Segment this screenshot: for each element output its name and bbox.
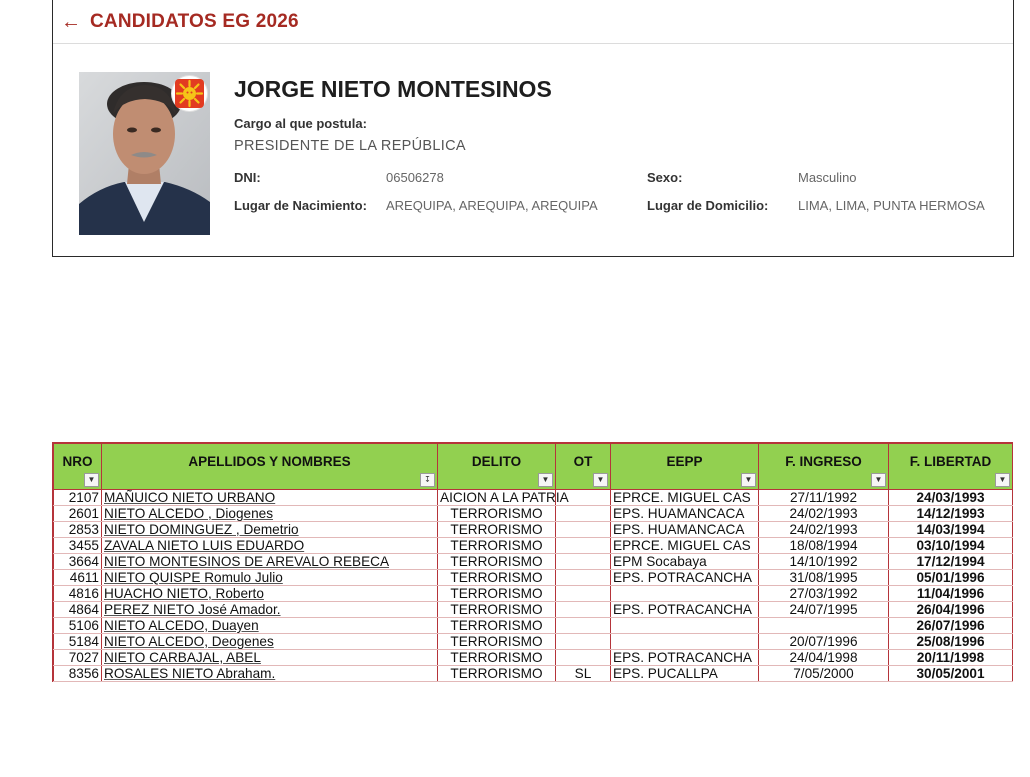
cell-f-ingreso[interactable]: 31/08/1995 bbox=[759, 570, 889, 586]
dni-label: DNI: bbox=[234, 170, 261, 185]
cell-f-libertad[interactable]: 25/08/1996 bbox=[889, 634, 1013, 650]
cell-nro[interactable]: 2853 bbox=[54, 522, 102, 538]
cargo-value: PRESIDENTE DE LA REPÚBLICA bbox=[234, 138, 466, 154]
cell-delito[interactable]: TERRORISMO bbox=[438, 650, 556, 666]
cell-f-ingreso[interactable]: 7/05/2000 bbox=[759, 666, 889, 682]
cell-f-libertad[interactable]: 14/03/1994 bbox=[889, 522, 1013, 538]
cell-f-libertad[interactable]: 26/07/1996 bbox=[889, 618, 1013, 634]
cell-ot[interactable] bbox=[556, 618, 611, 634]
cell-f-ingreso[interactable]: 20/07/1996 bbox=[759, 634, 889, 650]
cell-f-ingreso[interactable]: 27/03/1992 bbox=[759, 586, 889, 602]
cell-f-libertad[interactable]: 26/04/1996 bbox=[889, 602, 1013, 618]
cell-ot[interactable] bbox=[556, 570, 611, 586]
filter-active-icon[interactable]: ↧ bbox=[420, 473, 435, 487]
card-header bbox=[53, 0, 1013, 44]
cell-nro[interactable]: 7027 bbox=[54, 650, 102, 666]
cell-nro[interactable]: 4864 bbox=[54, 602, 102, 618]
cell-f-libertad[interactable]: 11/04/1996 bbox=[889, 586, 1013, 602]
cell-f-ingreso[interactable]: 24/07/1995 bbox=[759, 602, 889, 618]
cell-eepp[interactable] bbox=[611, 586, 759, 602]
cell-eepp[interactable]: EPS. POTRACANCHA bbox=[611, 570, 759, 586]
candidate-name: JORGE NIETO MONTESINOS bbox=[234, 76, 552, 102]
cell-nombre[interactable]: NIETO ALCEDO , Diogenes bbox=[102, 506, 438, 522]
cell-nro[interactable]: 5106 bbox=[54, 618, 102, 634]
filter-dropdown-icon[interactable]: ▼ bbox=[995, 473, 1010, 487]
cell-nombre[interactable]: NIETO ALCEDO, Duayen bbox=[102, 618, 438, 634]
filter-dropdown-icon[interactable]: ▼ bbox=[871, 473, 886, 487]
cell-eepp[interactable] bbox=[611, 618, 759, 634]
cell-nro[interactable]: 4611 bbox=[54, 570, 102, 586]
cell-ot[interactable] bbox=[556, 506, 611, 522]
nacimiento-value: AREQUIPA, AREQUIPA, AREQUIPA bbox=[386, 198, 598, 213]
column-header-nombres: APELLIDOS Y NOMBRES ↧ bbox=[102, 444, 438, 490]
filter-dropdown-icon[interactable]: ▼ bbox=[538, 473, 553, 487]
cell-eepp[interactable]: EPS. HUAMANCACA bbox=[611, 506, 759, 522]
cell-eepp[interactable]: EPS. HUAMANCACA bbox=[611, 522, 759, 538]
column-header-f-ingreso: F. INGRESO ▼ bbox=[759, 444, 889, 490]
cell-f-libertad[interactable]: 05/01/1996 bbox=[889, 570, 1013, 586]
candidate-card bbox=[52, 0, 1014, 257]
records-table bbox=[52, 442, 1013, 682]
column-header-eepp: EEPP ▼ bbox=[611, 444, 759, 490]
cell-eepp[interactable]: EPS. POTRACANCHA bbox=[611, 650, 759, 666]
table-body bbox=[54, 490, 1013, 682]
table-row bbox=[54, 618, 1013, 634]
cell-eepp[interactable]: EPM Socabaya bbox=[611, 554, 759, 570]
cell-ot[interactable] bbox=[556, 634, 611, 650]
dni-value: 06506278 bbox=[386, 170, 444, 185]
cell-f-ingreso[interactable]: 27/11/1992 bbox=[759, 490, 889, 506]
cell-f-ingreso[interactable]: 18/08/1994 bbox=[759, 538, 889, 554]
cell-nombre[interactable]: NIETO DOMINGUEZ , Demetrio bbox=[102, 522, 438, 538]
cell-nombre[interactable]: ROSALES NIETO Abraham. bbox=[102, 666, 438, 682]
cell-delito[interactable]: TERRORISMO bbox=[438, 666, 556, 682]
cell-delito[interactable]: TERRORISMO bbox=[438, 554, 556, 570]
domicilio-label: Lugar de Domicilio: bbox=[647, 198, 769, 213]
cell-nombre[interactable]: ZAVALA NIETO LUIS EDUARDO bbox=[102, 538, 438, 554]
cell-eepp[interactable]: EPRCE. MIGUEL CAS bbox=[611, 490, 759, 506]
cell-nombre[interactable]: NIETO MONTESINOS DE AREVALO REBECA bbox=[102, 554, 438, 570]
cell-nombre[interactable]: NIETO CARBAJAL, ABEL bbox=[102, 650, 438, 666]
filter-dropdown-icon[interactable]: ▼ bbox=[593, 473, 608, 487]
cell-delito[interactable]: TERRORISMO bbox=[438, 602, 556, 618]
back-arrow-icon[interactable]: ← bbox=[61, 10, 81, 33]
nacimiento-label: Lugar de Nacimiento: bbox=[234, 198, 367, 213]
cell-delito[interactable]: TERRORISMO bbox=[438, 634, 556, 650]
table-row bbox=[54, 490, 1013, 506]
filter-dropdown-icon[interactable]: ▼ bbox=[84, 473, 99, 487]
table-row bbox=[54, 634, 1013, 650]
cell-ot[interactable]: SL bbox=[556, 666, 611, 682]
sexo-label: Sexo: bbox=[647, 170, 683, 185]
cell-nro[interactable]: 4816 bbox=[54, 586, 102, 602]
cell-eepp[interactable]: EPS. POTRACANCHA bbox=[611, 602, 759, 618]
table-row bbox=[54, 650, 1013, 666]
cell-delito[interactable]: TERRORISMO bbox=[438, 522, 556, 538]
cell-f-libertad[interactable]: 14/12/1993 bbox=[889, 506, 1013, 522]
cell-f-ingreso[interactable]: 24/02/1993 bbox=[759, 506, 889, 522]
cell-f-libertad[interactable]: 24/03/1993 bbox=[889, 490, 1013, 506]
cell-nro[interactable]: 3455 bbox=[54, 538, 102, 554]
cell-f-libertad[interactable]: 20/11/1998 bbox=[889, 650, 1013, 666]
cell-f-ingreso[interactable]: 24/02/1993 bbox=[759, 522, 889, 538]
party-logo-icon bbox=[171, 75, 208, 112]
cell-delito[interactable]: AICION A LA PATRIA bbox=[438, 490, 556, 506]
cell-ot[interactable] bbox=[556, 602, 611, 618]
cell-nro[interactable]: 5184 bbox=[54, 634, 102, 650]
cell-nombre[interactable]: MAÑUICO NIETO URBANO bbox=[102, 490, 438, 506]
cell-ot[interactable] bbox=[556, 538, 611, 554]
cell-f-libertad[interactable]: 03/10/1994 bbox=[889, 538, 1013, 554]
cell-nro[interactable]: 8356 bbox=[54, 666, 102, 682]
cargo-label: Cargo al que postula: bbox=[234, 116, 367, 131]
cell-f-ingreso[interactable]: 14/10/1992 bbox=[759, 554, 889, 570]
cell-nro[interactable]: 2107 bbox=[54, 490, 102, 506]
cell-nombre[interactable]: NIETO ALCEDO, Deogenes bbox=[102, 634, 438, 650]
table-header-row bbox=[54, 444, 1013, 490]
column-header-f-libertad: F. LIBERTAD ▼ bbox=[889, 444, 1013, 490]
cell-nombre[interactable]: HUACHO NIETO, Roberto bbox=[102, 586, 438, 602]
cell-delito[interactable]: TERRORISMO bbox=[438, 538, 556, 554]
table-row bbox=[54, 538, 1013, 554]
cell-nro[interactable]: 2601 bbox=[54, 506, 102, 522]
sexo-value: Masculino bbox=[798, 170, 857, 185]
table-row bbox=[54, 522, 1013, 538]
table-row bbox=[54, 570, 1013, 586]
column-header-delito: DELITO ▼ bbox=[438, 444, 556, 490]
table-row bbox=[54, 602, 1013, 618]
cell-delito[interactable]: TERRORISMO bbox=[438, 618, 556, 634]
cell-nombre[interactable]: PEREZ NIETO José Amador. bbox=[102, 602, 438, 618]
cell-ot[interactable] bbox=[556, 522, 611, 538]
cell-delito[interactable]: TERRORISMO bbox=[438, 506, 556, 522]
cell-f-libertad[interactable]: 30/05/2001 bbox=[889, 666, 1013, 682]
page-title: CANDIDATOS EG 2026 bbox=[90, 10, 299, 32]
cell-eepp[interactable] bbox=[611, 634, 759, 650]
cell-eepp[interactable]: EPS. PUCALLPA bbox=[611, 666, 759, 682]
cell-delito[interactable]: TERRORISMO bbox=[438, 586, 556, 602]
cell-f-libertad[interactable]: 17/12/1994 bbox=[889, 554, 1013, 570]
cell-delito[interactable]: TERRORISMO bbox=[438, 570, 556, 586]
domicilio-value: LIMA, LIMA, PUNTA HERMOSA bbox=[798, 198, 985, 213]
cell-nombre[interactable]: NIETO QUISPE Romulo Julio bbox=[102, 570, 438, 586]
cell-nro[interactable]: 3664 bbox=[54, 554, 102, 570]
table-row bbox=[54, 666, 1013, 682]
cell-ot[interactable] bbox=[556, 586, 611, 602]
table-row bbox=[54, 586, 1013, 602]
column-header-ot: OT ▼ bbox=[556, 444, 611, 490]
table-row bbox=[54, 554, 1013, 570]
filter-dropdown-icon[interactable]: ▼ bbox=[741, 473, 756, 487]
table-row bbox=[54, 506, 1013, 522]
cell-ot[interactable] bbox=[556, 650, 611, 666]
cell-f-ingreso[interactable] bbox=[759, 618, 889, 634]
cell-f-ingreso[interactable]: 24/04/1998 bbox=[759, 650, 889, 666]
cell-eepp[interactable]: EPRCE. MIGUEL CAS bbox=[611, 538, 759, 554]
cell-ot[interactable] bbox=[556, 554, 611, 570]
column-header-nro: NRO ▼ bbox=[54, 444, 102, 490]
